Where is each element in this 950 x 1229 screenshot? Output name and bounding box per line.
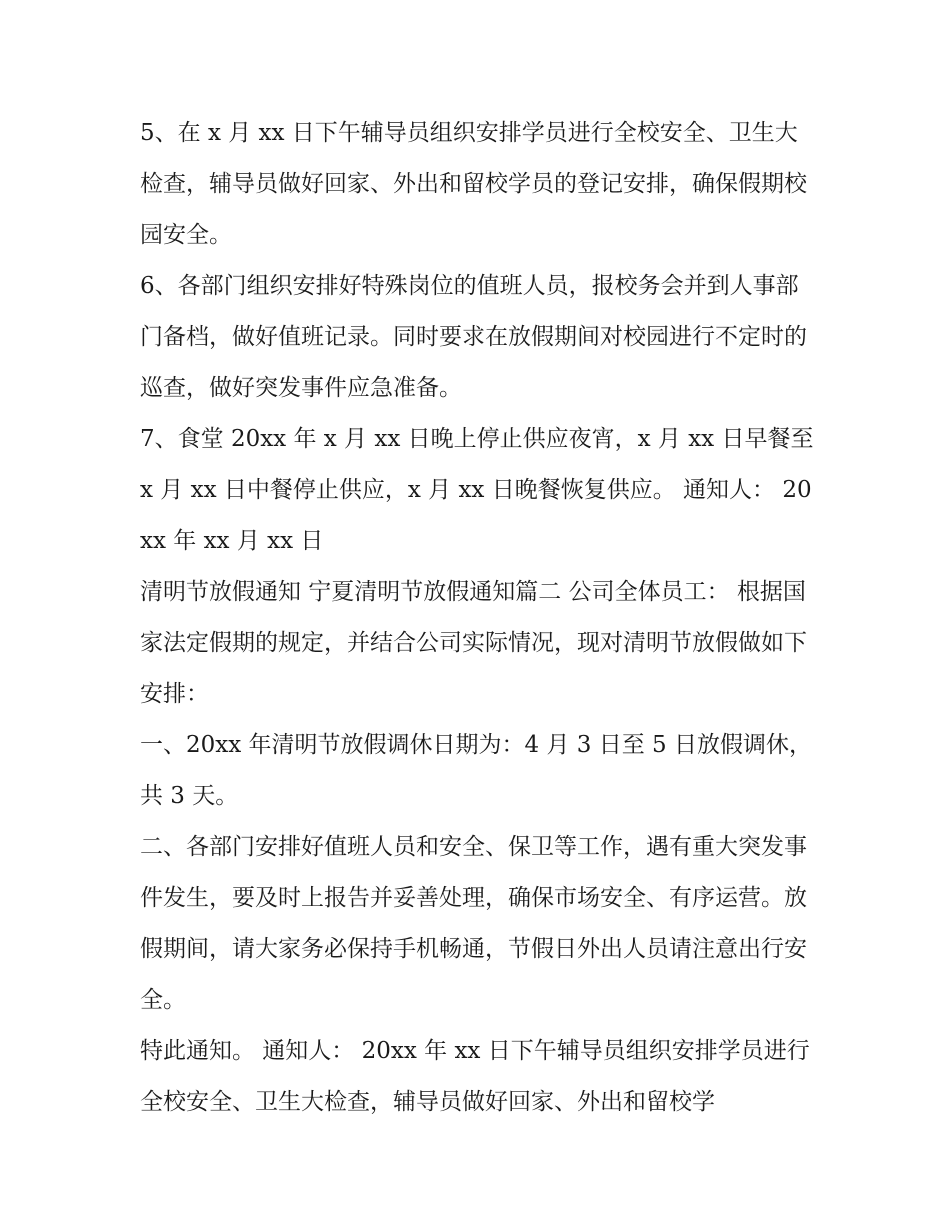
paragraph-item-7: 7、食堂 20xx 年 x 月 xx 日晚上停止供应夜宵，x 月 xx 日早餐至 x 月 xx 日中餐停止供应，x 月 xx 日晚餐恢复供应。 通知人： 20xx 年 xx 月 xx 日 [140,426,814,554]
paragraph-duty-arrangement: 二、各部门安排好值班人员和安全、保卫等工作，遇有重大突发事件发生，要及时上报告并妥善处理，确保市场安全、有序运营。放假期间，请大家务必保持手机畅通，节假日外出人员请注意出行安全。 [140,834,807,1013]
document-body [140,108,820,1128]
paragraph-qingming-notice-title: 清明节放假通知 宁夏清明节放假通知篇二 公司全体员工： 根据国家法定假期的规定，并结合公司实际情况，现对清明节放假做如下安排： [140,579,807,707]
paragraph-item-5: 5、在 x 月 xx 日下午辅导员组织安排学员进行全校安全、卫生大检查，辅导员做好回家、外出和留校学员的登记安排，确保假期校园安全。 [140,120,807,248]
paragraph-item-6: 6、各部门组织安排好特殊岗位的值班人员，报校务会并到人事部门备档，做好值班记录。同时要求在放假期间对校园进行不定时的巡查，做好突发事件应急准备。 [140,273,807,401]
paragraph-holiday-dates: 一、20xx 年清明节放假调休日期为：4 月 3 日至 5 日放假调休，共 3 天。 [140,732,812,809]
paragraph-closing-notice: 特此通知。 通知人： 20xx 年 xx 日下午辅导员组织安排学员进行全校安全、卫生大检查，辅导员做好回家、外出和留校学 [140,1038,810,1115]
